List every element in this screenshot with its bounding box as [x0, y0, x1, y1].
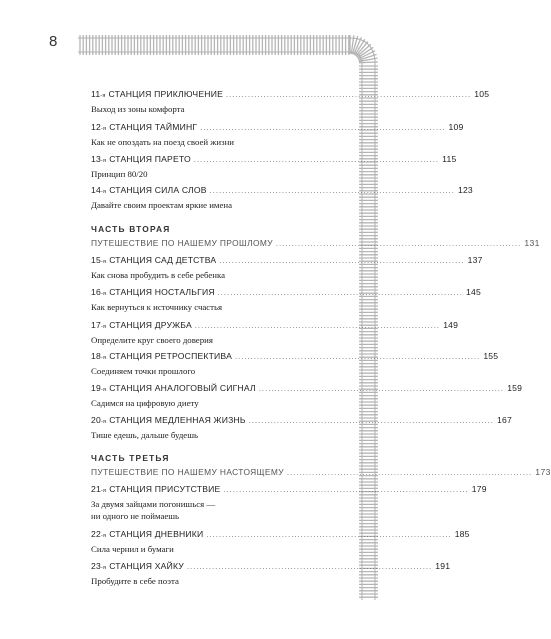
toc-entry-20[interactable]: 20 -я СТАНЦИЯ МЕДЛЕННАЯ ЖИЗНЬ .............................................................................. 167 Тише едешь, дальше будешь: [91, 415, 512, 440]
toc-subtitle: Как вернуться к источнику счастья: [91, 302, 223, 312]
toc-entry-12[interactable]: 12 -я СТАНЦИЯ ТАЙМИНГ .............................................................................. 109 Как не опоздать на поезд своей жизни: [91, 122, 464, 147]
toc-subtitle: Пробудите в себе поэта: [91, 576, 179, 586]
toc-subtitle: Определите круг своего доверия: [91, 335, 213, 345]
table-of-contents: [91, 0, 551, 639]
toc-entry-14[interactable]: 14 -я СТАНЦИЯ СИЛА СЛОВ .............................................................................. 123 Давайте своим проектам яркие имена: [91, 185, 473, 210]
toc-subtitle: Тише едешь, дальше будешь: [91, 430, 198, 440]
part-three-label: ЧАСТЬ ТРЕТЬЯ: [91, 453, 170, 463]
toc-entry-15[interactable]: 15 -я СТАНЦИЯ САД ДЕТСТВА .............................................................................. 137 Как снова пробудить в себе ребенка: [91, 255, 483, 280]
toc-subtitle: Как снова пробудить в себе ребенка: [91, 270, 226, 280]
toc-subtitle: ни одного не поймаешь: [91, 511, 180, 521]
toc-subtitle: Соединяем точки прошлого: [91, 366, 196, 376]
part-three-title[interactable]: ПУТЕШЕСТВИЕ ПО НАШЕМУ НАСТОЯЩЕМУ .............................................................................. 173: [91, 467, 551, 477]
toc-entry-18[interactable]: 18 -я СТАНЦИЯ РЕТРОСПЕКТИВА .............................................................................. 155 Соединяем точки прошлого: [91, 351, 499, 376]
toc-entry-13[interactable]: 13 -я СТАНЦИЯ ПАРЕТО .............................................................................. 115 Принцип 80/20: [91, 154, 457, 179]
toc-entry-22[interactable]: 22 -я СТАНЦИЯ ДНЕВНИКИ .............................................................................. 185 Сила чернил и бумаги: [91, 529, 470, 554]
toc-entry-19[interactable]: 19 -я СТАНЦИЯ АНАЛОГОВЫЙ СИГНАЛ .............................................................................. 159 Садимся на цифровую диету: [91, 383, 523, 408]
toc-entry-23[interactable]: 23 -я СТАНЦИЯ ХАЙКУ .............................................................................. 191 Пробудите в себе поэта: [91, 561, 451, 586]
toc-subtitle: За двумя зайцами погонишься —: [91, 499, 216, 509]
toc-entry-21[interactable]: 21 -я СТАНЦИЯ ПРИСУТСТВИЕ .............................................................................. 179 За двумя зайцами погонишься — ни одного не поймаешь: [91, 484, 487, 521]
toc-subtitle: Садимся на цифровую диету: [91, 398, 199, 408]
toc-subtitle: Принцип 80/20: [91, 169, 148, 179]
page-number: 8: [49, 33, 58, 50]
toc-entry-16[interactable]: 16 -я СТАНЦИЯ НОСТАЛЬГИЯ .............................................................................. 145 Как вернуться к источнику счастья: [91, 287, 481, 312]
toc-subtitle: Выход из зоны комфорта: [91, 104, 185, 114]
toc-entry-17[interactable]: 17 -я СТАНЦИЯ ДРУЖБА .............................................................................. 149 Определите круг своего доверия: [91, 320, 459, 345]
toc-subtitle: Сила чернил и бумаги: [91, 544, 174, 554]
part-two-label: ЧАСТЬ ВТОРАЯ: [91, 224, 171, 234]
part-two-title[interactable]: ПУТЕШЕСТВИЕ ПО НАШЕМУ ПРОШЛОМУ .............................................................................. 131: [91, 238, 540, 248]
toc-subtitle: Как не опоздать на поезд своей жизни: [91, 137, 234, 147]
toc-subtitle: Давайте своим проектам яркие имена: [91, 200, 232, 210]
toc-entry-11[interactable]: 11 -я СТАНЦИЯ ПРИКЛЮЧЕНИЕ .............................................................................. 105 Выход из зоны комфорта: [91, 89, 490, 114]
